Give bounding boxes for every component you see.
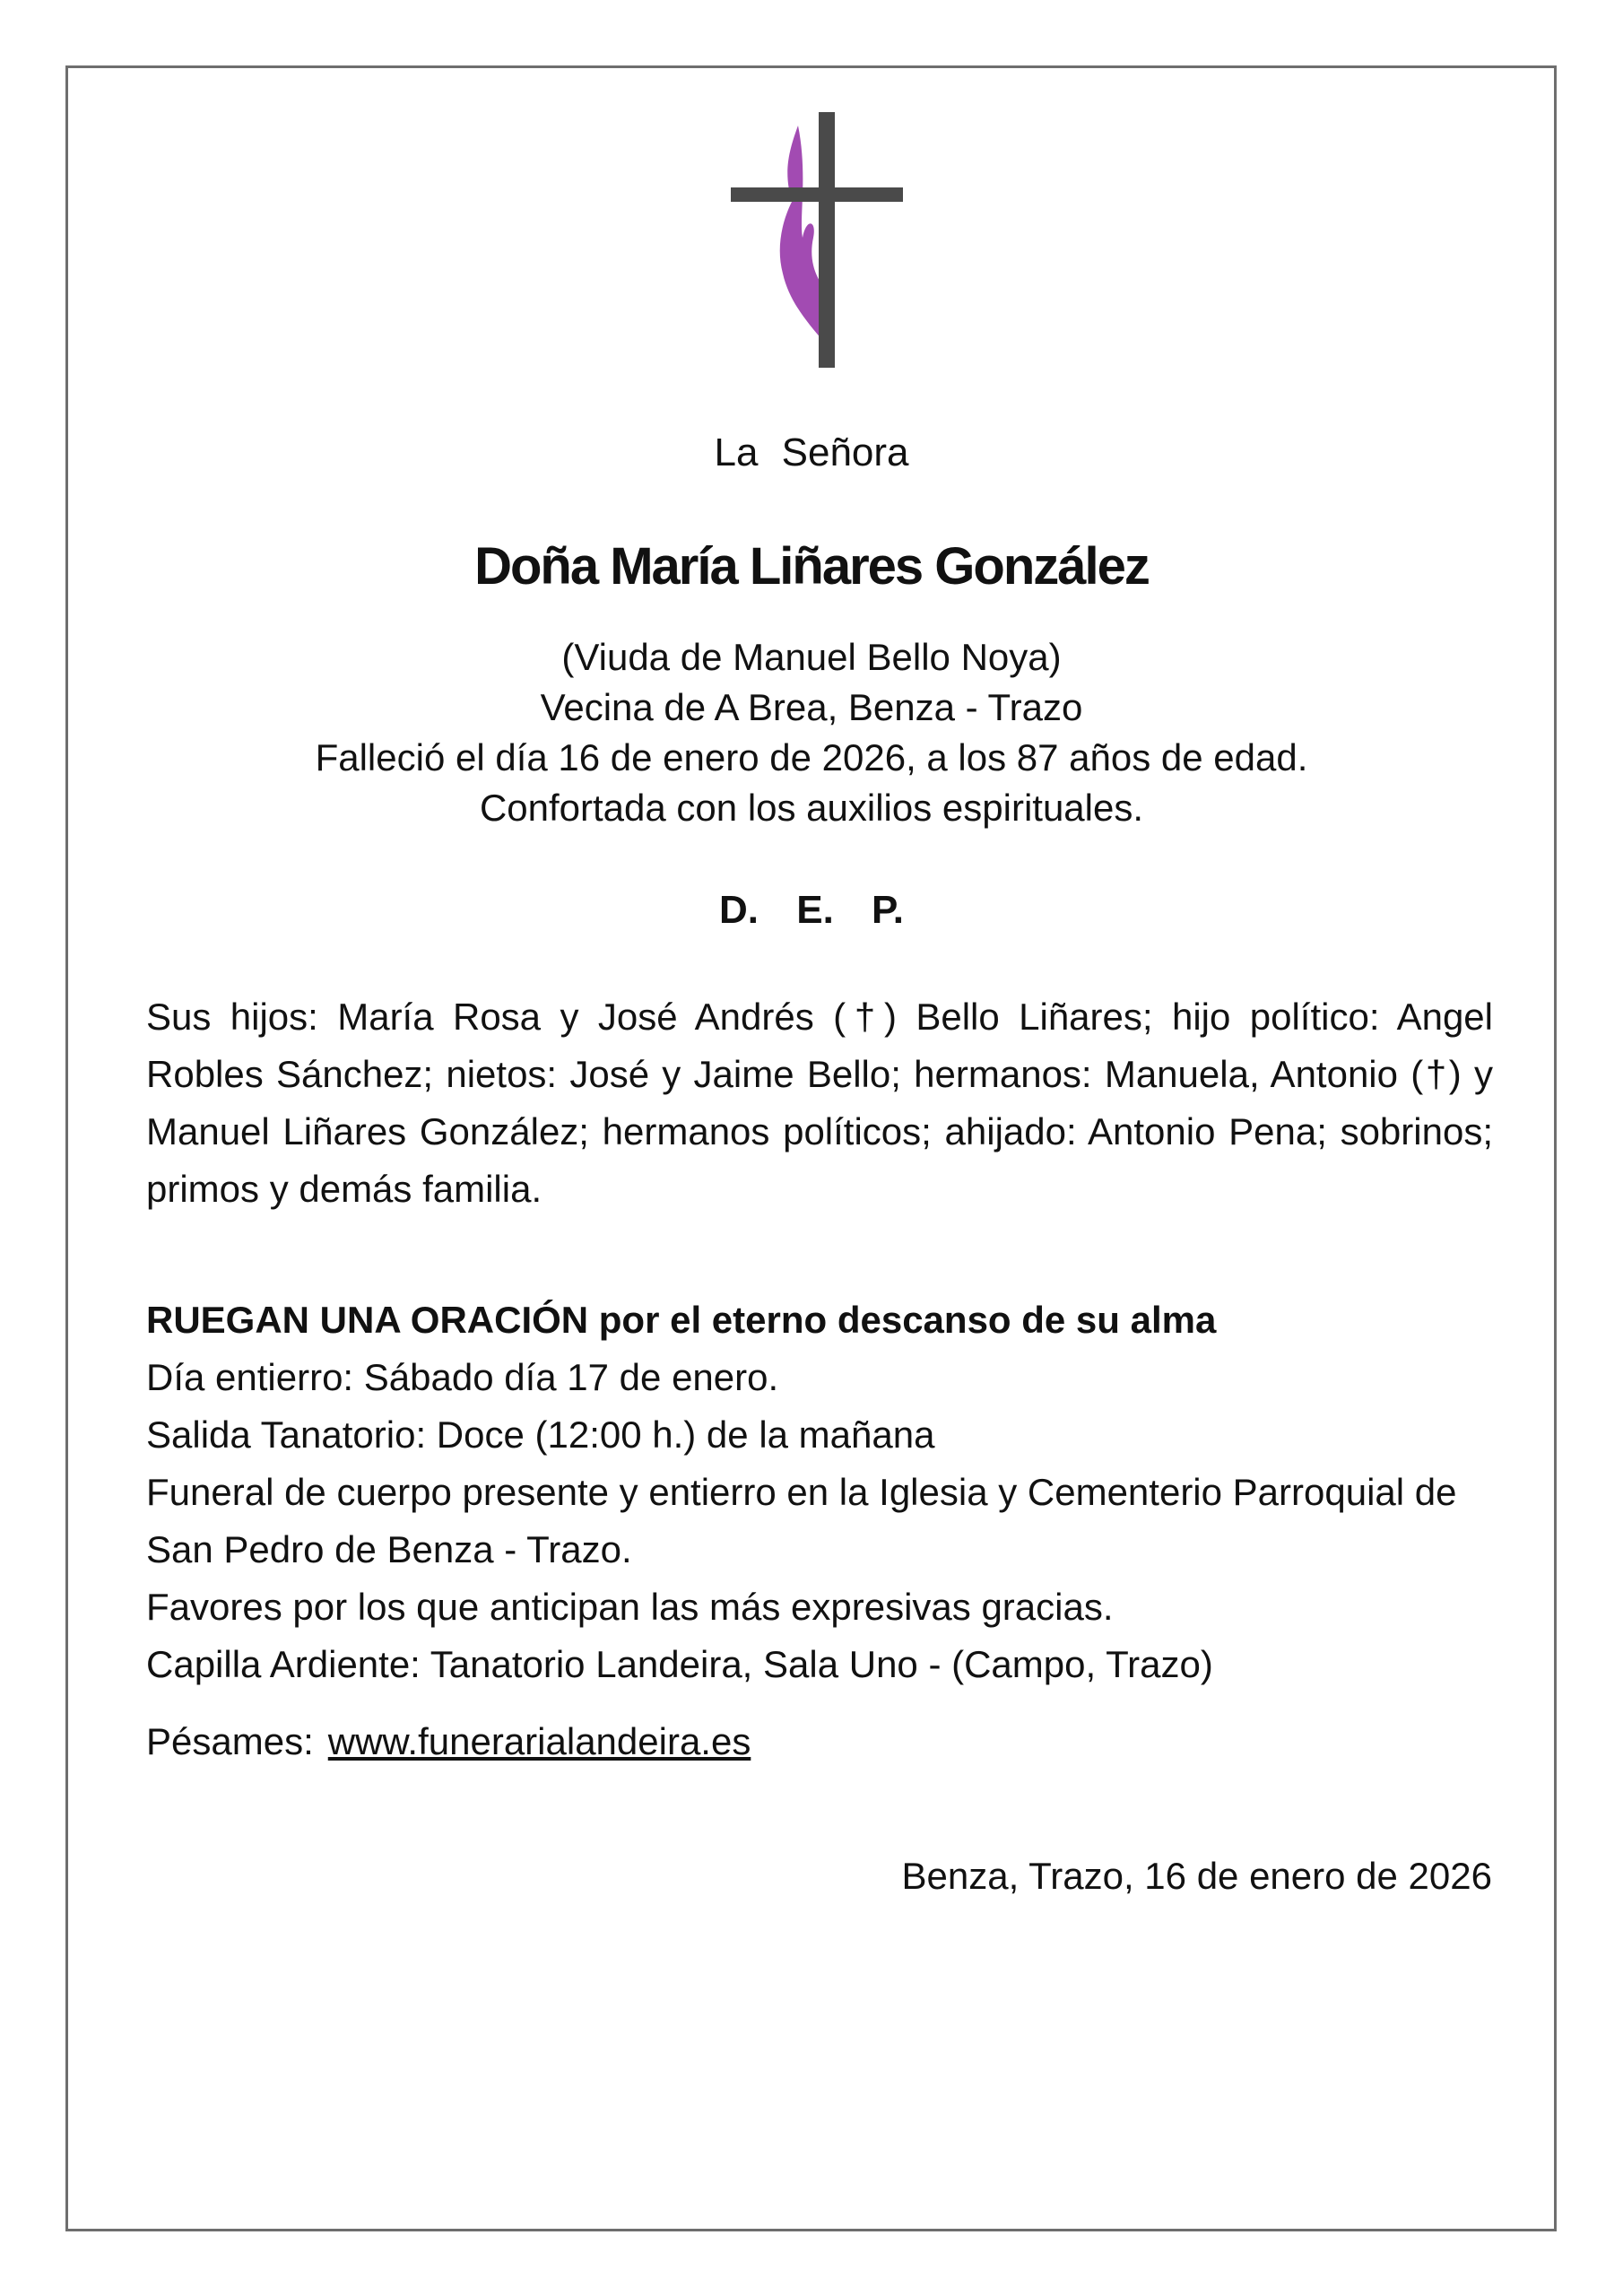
- thanks-line: Favores por los que anticipan las más expresivas gracias.: [146, 1586, 1114, 1628]
- honorific: La Señora: [714, 430, 909, 474]
- burial-day-line: Día entierro: Sábado día 17 de enero.: [146, 1356, 779, 1398]
- family-paragraph: [146, 988, 1493, 1218]
- dep-heading: D. E. P.: [719, 888, 904, 932]
- sacraments-line: Confortada con los auxilios espirituales.: [479, 787, 1144, 829]
- deceased-name: Doña María Liñares González: [474, 537, 1149, 596]
- prayer-section: [146, 1292, 1493, 1693]
- widow-line: (Viuda de Manuel Bello Noya): [561, 636, 1062, 678]
- family-text: Sus hijos: María Rosa y José Andrés (†) Bello Liñares; hijo político: Angel Robles Sánchez; nietos: José y Jaime Bello; hermanos: Manuela, Antonio (†) y Manuel Liñares González; hermanos políticos; ahijado: Antonio Pena; sobrinos; primos y demás familia.: [146, 996, 1493, 1210]
- condolences-row: [146, 1713, 1493, 1770]
- condolences-link[interactable]: www.funerarialandeira.es: [327, 1720, 751, 1762]
- death-date-line: Falleció el día 16 de enero de 2026, a los 87 años de edad.: [315, 736, 1308, 778]
- chapel-line: Capilla Ardiente: Tanatorio Landeira, Sala Uno - (Campo, Trazo): [146, 1643, 1213, 1685]
- condolences-label: Pésames:: [146, 1720, 314, 1762]
- departure-line: Salida Tanatorio: Doce (12:00 h.) de la mañana: [146, 1413, 935, 1456]
- intro-block: [0, 632, 1623, 833]
- cross-with-flame-icon: [731, 112, 910, 372]
- residence-line: Vecina de A Brea, Benza - Trazo: [540, 686, 1083, 728]
- prayer-heading: RUEGAN UNA ORACIÓN por el eterno descanso de su alma: [146, 1299, 1217, 1341]
- signoff: Benza, Trazo, 16 de enero de 2026: [901, 1855, 1492, 1897]
- funeral-line: Funeral de cuerpo presente y entierro en la Iglesia y Cementerio Parroquial de San Pedro de Benza - Trazo.: [146, 1471, 1457, 1570]
